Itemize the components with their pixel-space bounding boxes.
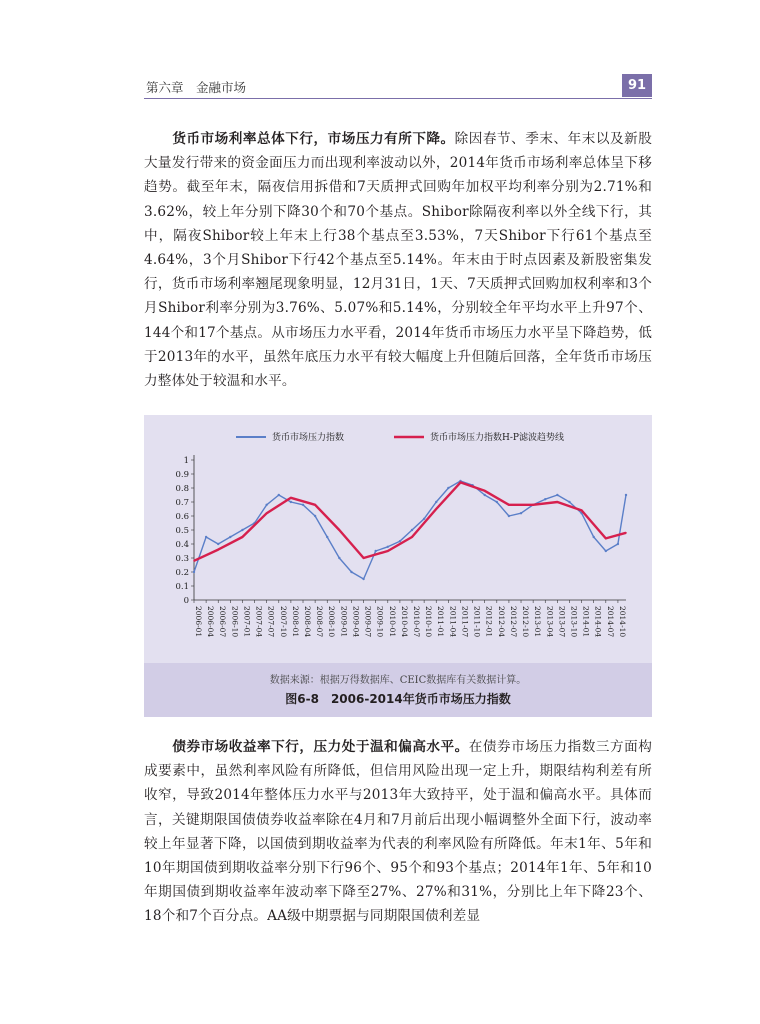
chapter-title: 第六章 金融市场: [146, 80, 247, 95]
series-line-hp-trend: [194, 482, 626, 560]
x-tick-label: 2006-10: [230, 606, 240, 638]
data-point: [193, 560, 195, 562]
data-point: [625, 532, 627, 534]
data-source-note: 数据来源：根据万得数据库、CEIC数据库有关数据计算。: [269, 675, 527, 686]
figure-6-8: [144, 415, 652, 717]
data-point: [266, 512, 268, 514]
x-tick-label: 2008-01: [290, 606, 300, 638]
pressure-index-chart: [144, 415, 652, 663]
data-point: [544, 498, 546, 500]
x-tick-label: 2006-04: [206, 606, 216, 638]
data-point: [508, 515, 510, 517]
x-tick-label: 2010-07: [412, 606, 422, 638]
x-tick-label: 2012-01: [484, 606, 494, 638]
chart-axes: [175, 455, 626, 637]
data-point: [217, 549, 219, 551]
data-point: [423, 518, 425, 520]
x-tick-label: 2012-07: [508, 606, 518, 638]
data-point: [387, 550, 389, 552]
x-tick-label: 2010-04: [399, 606, 409, 638]
x-tick-label: 2007-10: [278, 606, 288, 638]
y-tick-label: 1: [183, 456, 189, 466]
y-tick-label: 0.2: [175, 568, 189, 578]
data-point: [435, 508, 437, 510]
data-point: [339, 529, 341, 531]
x-tick-label: 2014-07: [605, 606, 615, 638]
y-tick-label: 0: [183, 596, 189, 606]
paragraph-body: 除因春节、季末、年末以及新股大量发行带来的资金面压力而出现利率波动以外，2014年货币市场利率总体呈下移趋势。截至年末，隔夜信用拆借和7天质押式回购年加权平均利率分别为2.71%和3.62%，较上年分别下降30个和70个基点。Shibor除隔夜利率以外全线下行，其中，隔夜Shibor较上年末上行38个基点至3.53%，7天Shibor下行61个基点至4.64%，3个月Shibor下行42个基点至5.14%。年末由于时点因素及新股密集发行，货币市场利率翘尾现象明显，12月31日，1天、7天质押式回购加权利率和3个月Shibor利率分别为3.76%、5.07%和5.14%，分别较全年平均水平上升97个、144个和17个基点。从市场压力水平看，2014年货币市场压力水平呈下降趋势，低于2013年的水平，虽然年底压力水平有较大幅度上升但随后回落，全年货币市场压力整体处于较温和水平。: [144, 131, 652, 390]
x-tick-label: 2013-10: [569, 606, 579, 638]
data-point: [326, 536, 328, 538]
x-tick-label: 2011-04: [448, 606, 458, 638]
data-point: [556, 494, 558, 496]
data-point: [193, 571, 195, 573]
data-point: [617, 543, 619, 545]
data-point: [484, 490, 486, 492]
data-point: [625, 494, 627, 496]
x-tick-label: 2011-01: [436, 606, 446, 638]
data-point: [362, 578, 364, 580]
data-point: [387, 546, 389, 548]
x-tick-label: 2006-01: [194, 606, 203, 638]
legend-label: 货币市场压力指数H-P滤波趋势线: [430, 433, 564, 443]
x-tick-label: 2009-01: [339, 606, 349, 638]
data-point: [314, 515, 316, 517]
series-line-pressure-index: [194, 481, 626, 579]
data-point: [374, 550, 376, 552]
paragraph-bond-market: [144, 735, 652, 929]
paragraph-lead: 货币市场利率总体下行，市场压力有所下降。: [172, 131, 455, 147]
x-tick-label: 2008-10: [327, 606, 337, 638]
x-tick-label: 2014-01: [581, 606, 591, 638]
y-tick-label: 0.8: [175, 484, 189, 494]
data-point: [338, 557, 340, 559]
chart-series: [193, 480, 627, 580]
data-point: [605, 538, 607, 540]
data-point: [314, 504, 316, 506]
header-rule: [144, 98, 652, 99]
x-tick-label: 2006-07: [218, 606, 228, 638]
data-point: [435, 501, 437, 503]
x-tick-label: 2014-04: [593, 606, 603, 638]
paragraph-money-market: [144, 127, 652, 393]
data-point: [290, 497, 292, 499]
data-point: [411, 536, 413, 538]
legend-label: 货币市场压力指数: [272, 433, 345, 443]
paragraph-body: 在债券市场压力指数三方面构成要素中，虽然利率风险有所降低，但信用风险出现一定上升，期限结构利差有所收窄，导致2014年整体压力水平与2013年大致持平，处于温和偏高水平。具体而言，关键期限国债债券收益率除在4月和7月前后出现小幅调整外全面下行，波动率较上年显著下降，以国债到期收益率为代表的利率风险有所降低。年末1年、5年和10年期国债到期收益率分别下行96个、95个和93个基点；2014年1年、5年和10年期国债到期收益率年波动率下降至27%、27%和31%，分别比上年下降23个、18个和7个百分点。AA级中期票据与同期限国债利差显: [144, 739, 652, 925]
y-tick-label: 0.9: [175, 470, 189, 480]
x-tick-label: 2014-10: [617, 606, 627, 638]
y-tick-label: 0.4: [175, 540, 189, 550]
x-tick-label: 2011-07: [460, 606, 470, 638]
x-tick-label: 2009-10: [375, 606, 385, 638]
data-point: [242, 536, 244, 538]
data-point: [241, 529, 243, 531]
data-point: [447, 487, 449, 489]
x-tick-label: 2007-01: [242, 606, 252, 638]
data-point: [581, 510, 583, 512]
x-tick-label: 2007-07: [266, 606, 276, 638]
x-tick-label: 2008-07: [315, 606, 325, 638]
paragraph-lead: 债券市场收益率下行，压力处于温和偏高水平。: [172, 739, 469, 755]
data-point: [290, 501, 292, 503]
x-tick-label: 2012-10: [521, 606, 531, 638]
data-point: [605, 550, 607, 552]
y-tick-label: 0.5: [175, 526, 189, 536]
x-tick-label: 2007-04: [254, 606, 264, 638]
data-point: [557, 501, 559, 503]
y-tick-label: 0.6: [175, 512, 189, 522]
page-number: 91: [622, 74, 652, 97]
data-point: [205, 536, 207, 538]
y-tick-label: 0.1: [175, 582, 189, 592]
data-point: [302, 504, 304, 506]
x-tick-label: 2012-04: [496, 606, 506, 638]
data-point: [508, 504, 510, 506]
x-tick-label: 2011-10: [472, 606, 482, 638]
data-point: [520, 512, 522, 514]
data-point: [399, 540, 401, 542]
x-tick-label: 2008-04: [303, 606, 313, 638]
chart-legend: [236, 431, 564, 443]
figure-caption: 图6-8 2006-2014年货币市场压力指数: [285, 692, 511, 706]
x-tick-label: 2013-04: [545, 606, 555, 638]
data-point: [496, 501, 498, 503]
x-tick-label: 2013-01: [533, 606, 543, 638]
data-point: [593, 536, 595, 538]
x-tick-label: 2010-10: [424, 606, 434, 638]
y-tick-label: 0.3: [175, 554, 189, 564]
y-tick-label: 0.7: [175, 498, 189, 508]
data-point: [460, 482, 462, 484]
data-point: [411, 529, 413, 531]
x-tick-label: 2009-04: [351, 606, 361, 638]
data-point: [265, 504, 267, 506]
page-header: [144, 74, 652, 98]
x-tick-label: 2010-01: [387, 606, 397, 638]
x-tick-label: 2009-07: [363, 606, 373, 638]
x-tick-label: 2013-07: [557, 606, 567, 638]
data-point: [363, 557, 365, 559]
data-point: [350, 571, 352, 573]
data-point: [278, 494, 280, 496]
data-point: [568, 501, 570, 503]
data-point: [483, 494, 485, 496]
data-point: [217, 543, 219, 545]
data-point: [229, 536, 231, 538]
data-point: [532, 504, 534, 506]
